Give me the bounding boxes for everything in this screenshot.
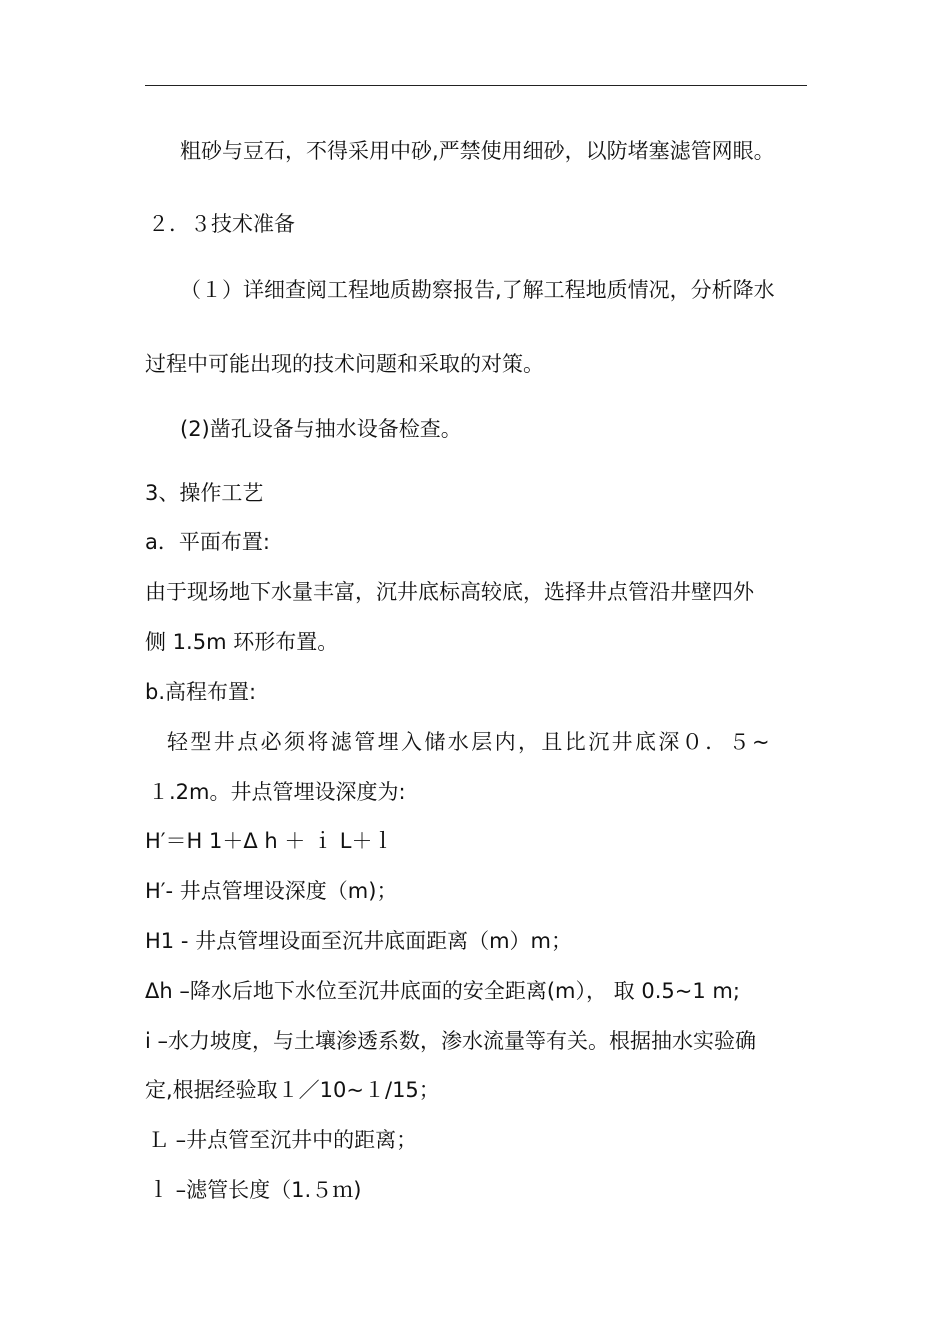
header-rule	[145, 85, 807, 86]
paragraph-plan-layout-line-1: 由于现场地下水量丰富，沉井底标高较底，选择井点管沿井壁四外	[145, 580, 754, 604]
definition-l: ｌ –滤管长度（1.５ｍ)	[148, 1178, 362, 1202]
paragraph-plan-layout-line-2: 侧 1.5m 环形布置。	[145, 630, 339, 654]
paragraph-elevation-line-1: 轻型井点必须将滤管埋入储水层内，且比沉井底深０．５~	[167, 730, 772, 754]
subheading-plan-layout: a．平面布置:	[145, 530, 270, 554]
definition-h1: H1 - 井点管埋设面至沉井底面距离（m）m；	[145, 929, 572, 953]
paragraph-sand-requirement: 粗砂与豆石，不得采用中砂,严禁使用细砂，以防堵塞滤管网眼。	[180, 139, 775, 163]
paragraph-elevation-line-2: １.2m。井点管埋设深度为:	[148, 780, 406, 804]
definition-i-line-2: 定,根据经验取１／10~１/15；	[145, 1078, 440, 1102]
definition-h-prime: H′- 井点管埋设深度（m)；	[145, 879, 398, 903]
paragraph-item-1-line-1: （１）详细查阅工程地质勘察报告,了解工程地质情况，分析降水	[180, 278, 775, 302]
definition-delta-h: Δh –降水后地下水位至沉井底面的安全距离(m）， 取 0.5~1 m;	[145, 979, 740, 1003]
definition-i-line-1: i –水力坡度，与土壤渗透系数，渗水流量等有关。根据抽水实验确	[145, 1029, 757, 1053]
paragraph-item-2: (2)凿孔设备与抽水设备检查。	[180, 417, 462, 441]
subheading-elevation-layout: b.高程布置:	[145, 680, 257, 704]
section-heading-technical-preparation: ２．３技术准备	[148, 212, 295, 236]
formula-depth: H′＝H 1＋Δ h ＋ ｉ L＋ｌ	[145, 829, 394, 853]
paragraph-item-1-line-2: 过程中可能出现的技术问题和采取的对策。	[145, 352, 544, 376]
section-heading-operation-process: 3、操作工艺	[145, 481, 264, 505]
definition-L: Ｌ –井点管至沉井中的距离；	[148, 1128, 418, 1152]
